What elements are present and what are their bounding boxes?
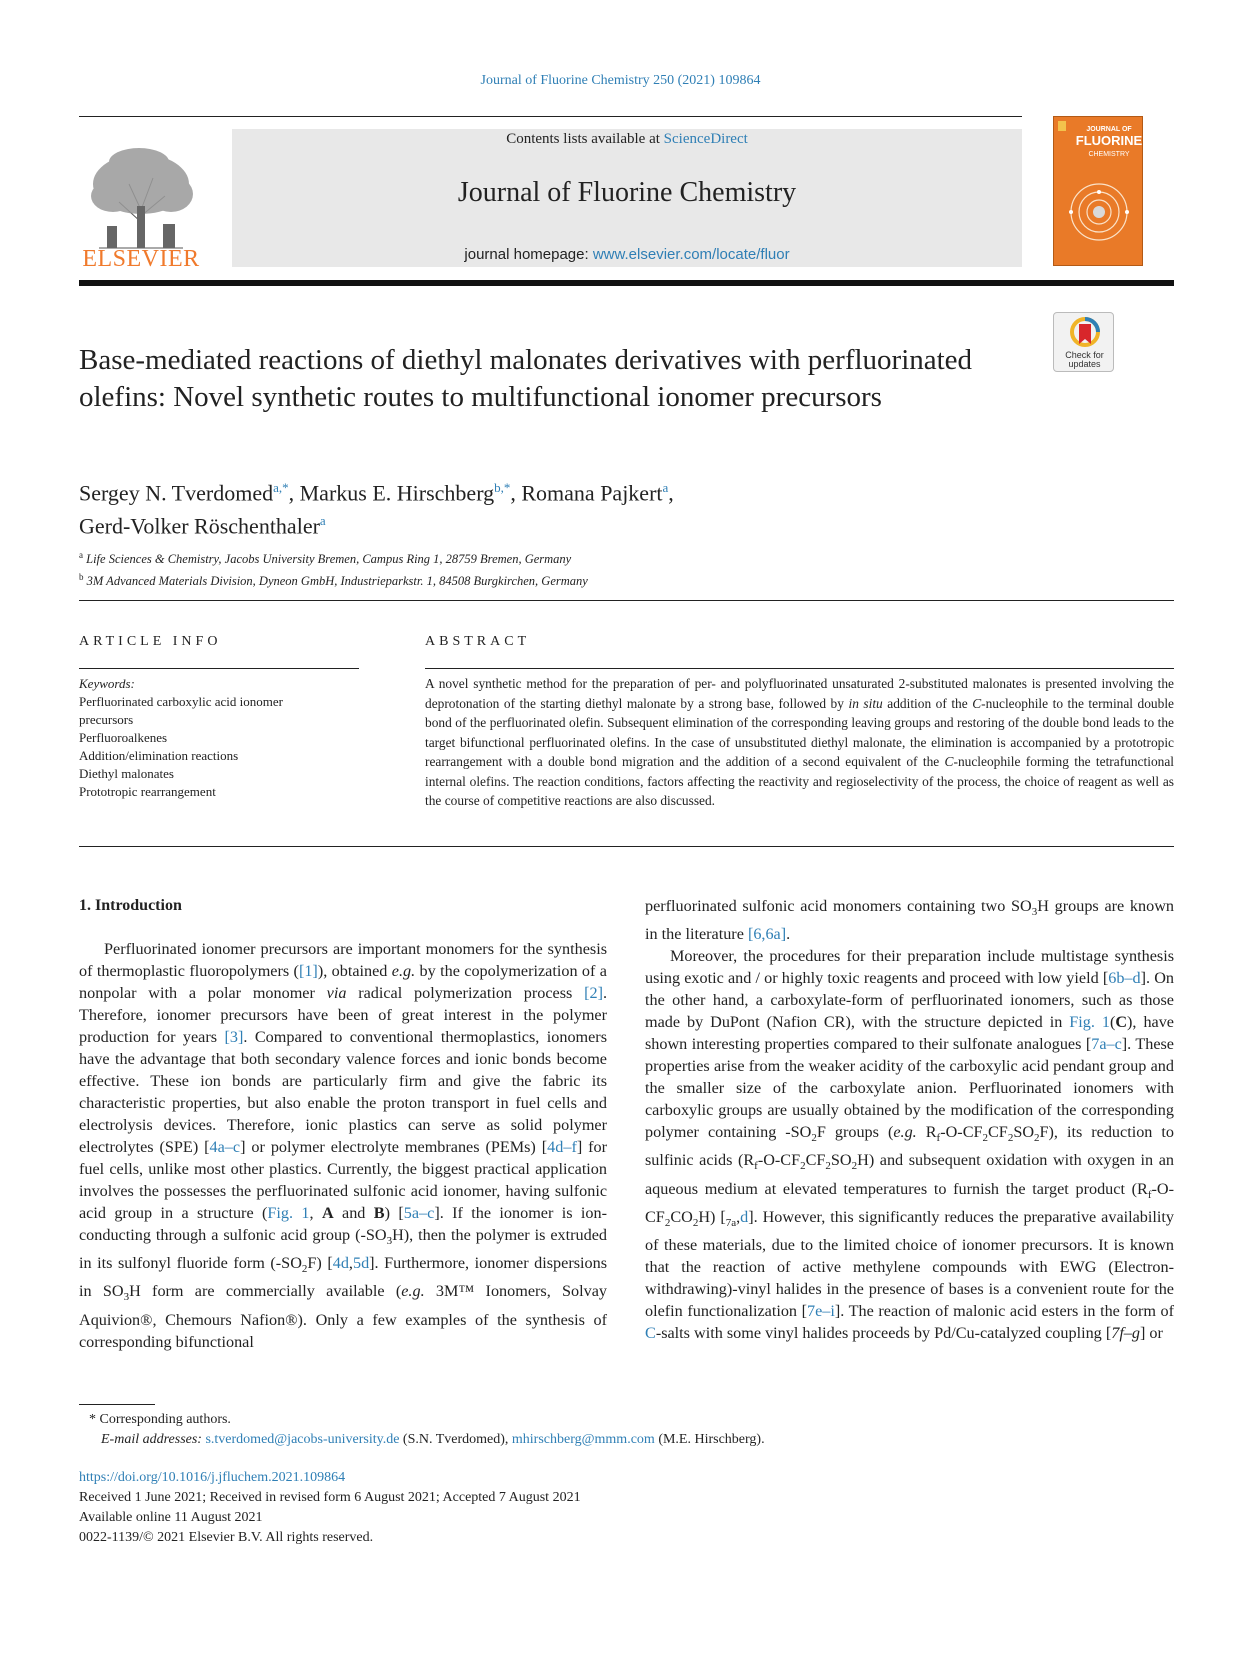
atom-nucleus	[1093, 206, 1105, 218]
subscript: 2	[825, 1160, 831, 1173]
email-owner: (M.E. Hirschberg).	[654, 1432, 765, 1447]
text-run: SO	[830, 1151, 852, 1170]
emphasis: e.g.	[391, 962, 416, 980]
check-updates-icon	[1069, 316, 1101, 350]
received-dates: Received 1 June 2021; Received in revised form 6 August 2021; Accepted 7 August 2021	[79, 1490, 581, 1505]
text-run: ] or polymer electrolyte membranes (PEMs) [	[240, 1138, 548, 1156]
text-run: H) [	[698, 1207, 726, 1226]
check-updates-line1: Check for	[1065, 350, 1104, 360]
article-info-rule	[79, 668, 359, 669]
keyword: Diethyl malonates	[79, 766, 174, 781]
cover-publisher-mark	[1058, 121, 1066, 131]
text-run: 3M™ Ionomers, Solvay Aquivion®, Chemours Nafion®). Only a few examples of the synthesis of corresponding bifunctional	[79, 1282, 607, 1351]
reference-link[interactable]: C	[645, 1324, 656, 1343]
abstract-text	[425, 674, 1174, 811]
email-label: E-mail addresses:	[101, 1432, 202, 1447]
affiliation-text: 3M Advanced Materials Division, Dyneon GmbH, Industrieparkstr. 1, 84508 Burgkirchen, Germany	[86, 574, 588, 589]
copyright: 0022-1139/© 2021 Elsevier B.V. All rights reserved.	[79, 1530, 374, 1545]
emphasis: via	[326, 984, 347, 1002]
email-link-tverdomed[interactable]: s.tverdomed@jacobs-university.de	[205, 1432, 400, 1447]
keywords-label: Keywords:	[79, 676, 135, 691]
reference-link[interactable]: 5d	[352, 1254, 370, 1273]
section-rule	[79, 846, 1174, 847]
abstract-emphasis: C	[944, 754, 954, 769]
contents-line	[232, 131, 1022, 148]
electron-dot	[1097, 190, 1101, 194]
author-name[interactable]: Markus E. Hirschberg	[299, 480, 495, 506]
affiliations	[79, 546, 979, 590]
subscript: 2	[692, 1217, 699, 1230]
keywords-list	[79, 693, 339, 801]
text-run: F) [	[307, 1254, 333, 1273]
text-run: Moreover, the procedures for their preparation include multistage synthesis using exotic and / or highly toxic reagents and proceed with low yield [	[645, 947, 1174, 988]
text-run: ), have shown interesting properties compared to their sulfonate analogues [	[645, 1013, 1174, 1054]
abstract-part: A novel synthetic method for the preparation of per- and polyfluorinated unsaturated 2-substituted malonates is presented involving the deprotonation of the starting diethyl malonate by a strong base, followed by	[425, 676, 1174, 711]
reference-link[interactable]: 5a–c	[403, 1204, 435, 1222]
text-run: H) and subsequent oxidation with oxygen in an aqueous medium at elevated temperatures to furnish the target product (R	[645, 1151, 1174, 1198]
reference-link[interactable]: d	[740, 1207, 749, 1226]
text-run: ]. The reaction of malonic acid esters in the form of	[834, 1302, 1175, 1321]
doi-link[interactable]: https://doi.org/10.1016/j.jfluchem.2021.109864	[79, 1470, 346, 1485]
text-run: H groups are known in the literature	[645, 897, 1174, 944]
email-owner: (S.N. Tverdomed),	[399, 1432, 512, 1447]
homepage-prefix: journal homepage:	[464, 246, 593, 263]
reference-link[interactable]: 7a–c	[1091, 1035, 1122, 1054]
author-separator: ,	[288, 480, 300, 506]
subscript: 2	[1034, 1132, 1040, 1145]
corresponding-note: * Corresponding authors.	[89, 1412, 231, 1427]
cover-line2: FLUORINE	[1075, 133, 1143, 148]
reference-link[interactable]: Fig. 1	[1069, 1013, 1110, 1032]
affiliation-mark: b	[79, 572, 84, 583]
section-rule	[79, 600, 1174, 601]
journal-citation[interactable]: Journal of Fluorine Chemistry 250 (2021) 109864	[480, 73, 761, 88]
abstract-emphasis: in situ	[848, 695, 883, 711]
reference-link[interactable]: Fig. 1	[267, 1204, 310, 1222]
reference-link[interactable]: 4d–f	[547, 1138, 577, 1156]
paragraph	[645, 945, 1174, 1344]
journal-name: Journal of Fluorine Chemistry	[457, 177, 797, 208]
text-run: ]. If the ionomer is ion-conducting through a sulfonic acid group (-SO	[79, 1204, 607, 1244]
emphasis: e.g.	[893, 1123, 917, 1142]
affiliation	[79, 546, 979, 568]
text-run: -O-CF	[757, 1151, 801, 1170]
text-run: . Compared to conventional thermoplastics, ionomers have the advantage that both secondary valence forces and ionic bonds become effective. These ion bonds are particularly firm and give the fabric its characteristic properties, but also enable the proton transport in fuel cells and electrolysis devices. Therefore, ionic plastics can serve as solid polymer electrolytes (SPE) [	[79, 1028, 608, 1156]
article-info-heading: ARTICLE INFO	[79, 634, 222, 649]
author-list	[79, 474, 979, 541]
text-run: ), obtained	[317, 962, 392, 980]
text-run: Perfluorinated ionomer precursors are important monomers for the synthesis of thermoplastic fluoropolymers (	[79, 940, 607, 980]
keywords-block	[79, 675, 339, 801]
text-run: ]. On the other hand, a carboxylate-form of perfluorinated ionomers, such as those made by DuPont (Nafion CR), with the structure depicted in	[645, 969, 1174, 1032]
text-run: ,	[309, 1204, 322, 1222]
text-run: SO	[1013, 1123, 1035, 1142]
reference-link[interactable]: 7e–i	[807, 1302, 835, 1321]
subscript: 3	[386, 1235, 393, 1248]
subscript: f	[754, 1160, 758, 1173]
abstract-heading: ABSTRACT	[425, 634, 531, 649]
subscript: 2	[800, 1160, 806, 1173]
affiliation-text: Life Sciences & Chemistry, Jacobs University Bremen, Campus Ring 1, 28759 Bremen, Germany	[86, 552, 572, 567]
keyword: Perfluorinated carboxylic acid ionomer precursors	[79, 694, 283, 727]
body-column-right	[645, 895, 1174, 1344]
author-affiliation-mark[interactable]: b,*	[494, 480, 511, 495]
subscript: 2	[982, 1132, 988, 1145]
bold-label: B	[373, 1204, 385, 1222]
author-affiliation-mark[interactable]: a,*	[273, 480, 289, 495]
reference-link[interactable]: 6b–d	[1108, 969, 1141, 988]
contents-prefix: Contents lists available at	[506, 131, 664, 147]
publisher-name: ELSEVIER	[82, 246, 200, 272]
journal-homepage-link[interactable]: www.elsevier.com/locate/fluor	[592, 246, 790, 263]
text-run: ] or	[1140, 1324, 1163, 1343]
bold-label: A	[321, 1204, 334, 1222]
footnote-rule	[79, 1404, 155, 1405]
homepage-line	[232, 246, 1022, 263]
subscript: 2	[811, 1132, 817, 1145]
paragraph	[645, 895, 1174, 945]
text-run: R	[916, 1123, 937, 1142]
subscript: 2	[301, 1263, 308, 1276]
reference-link[interactable]: [6,6a]	[747, 925, 787, 944]
header-thick-rule	[79, 280, 1174, 286]
electron-dot	[1125, 210, 1129, 214]
author-name[interactable]: Gerd-Volker Röschenthaler	[79, 513, 320, 539]
body-column-left	[79, 938, 607, 1353]
reference-link[interactable]: [3]	[224, 1028, 244, 1046]
text-run: (	[1109, 1013, 1116, 1032]
subscript: 2	[851, 1160, 858, 1173]
check-for-updates-button[interactable]	[1053, 312, 1114, 372]
sciencedirect-link[interactable]: ScienceDirect	[663, 131, 748, 147]
author-name[interactable]: Sergey N. Tverdomed	[79, 480, 274, 506]
text-run: ] for fuel cells, unlike most other plastics. Currently, the biggest practical application involves the possesses the perfluorinated sulfonic acid ionomer, having sulfonic acid group in a structure (	[79, 1138, 608, 1222]
reference-link[interactable]: [2]	[584, 984, 603, 1002]
text-run: .	[786, 925, 791, 944]
subscript: 3	[1031, 906, 1038, 919]
text-run: ]. However, this significantly reduces the preparative availability of these materials, due to the limited choice of ionomer precursors. It is known that the reaction of active methylene compounds with EWG (Electron-withdrawing)-vinyl halides in the presence of bases is a convenient route for the olefin functionalization [	[645, 1207, 1174, 1321]
affiliation	[79, 568, 979, 590]
paragraph	[79, 938, 607, 1353]
text-run: ,	[736, 1207, 741, 1226]
article-title: Base-mediated reactions of diethyl malonates derivatives with perfluorinated olefins: Novel synthetic routes to multifunctional ionomer precursors	[79, 344, 973, 413]
journal-header-box	[232, 129, 1022, 267]
text-run: perfluorinated sulfonic acid monomers containing two SO	[645, 897, 1032, 915]
text-run: ]. These properties arise from the weaker acidity of the carboxylic acid pendant group and the smaller size of the carboxylate anion. Perfluorinated ionomers with carboxylic groups are usually obtained by the modification of the corresponding polymer containing -SO	[645, 1035, 1174, 1142]
cover-line1: JOURNAL OF	[1086, 126, 1132, 133]
electron-dot	[1069, 210, 1073, 214]
subscript: 2	[664, 1217, 671, 1230]
email-line	[79, 1430, 1174, 1450]
keyword: Perfluoroalkenes	[79, 730, 168, 745]
abstract-part: addition of the	[882, 695, 973, 711]
subscript: 7a	[725, 1217, 737, 1230]
reference-link[interactable]: 4a–c	[209, 1138, 241, 1156]
author-name[interactable]: Romana Pajkert	[521, 480, 663, 506]
journal-cover-art	[1054, 117, 1144, 267]
emphasis: e.g.	[401, 1282, 425, 1301]
text-run: and	[333, 1204, 374, 1222]
publication-info	[79, 1468, 1174, 1548]
text-run: -O-CF	[940, 1123, 983, 1142]
text-run: ,	[348, 1254, 353, 1273]
text-run: F), its reduction to sulfinic acids (R	[645, 1123, 1174, 1170]
author-affiliation-mark[interactable]: a	[319, 513, 326, 529]
abstract-rule	[425, 668, 1174, 669]
abstract-part: -nucleophile forming the tetrafunctional internal olefins. The reaction conditions, factors affecting the reactivity and regioselectivity of the process, the choice of reagent as well as the course of competitive reactions are also discussed.	[425, 754, 1174, 808]
reference-link[interactable]: [1]	[298, 962, 318, 980]
author-separator: ,	[510, 480, 522, 506]
text-run: CF	[805, 1151, 826, 1170]
author-affiliation-mark[interactable]: a	[662, 480, 669, 495]
email-link-hirschberg[interactable]: mhirschberg@mmm.com	[511, 1432, 655, 1447]
check-updates-label	[1054, 351, 1115, 369]
text-run: H), then the polymer is extruded in its sulfonyl fluoride form (-SO	[79, 1226, 607, 1273]
text-run: CF	[988, 1123, 1008, 1142]
text-run: -O-CF	[645, 1179, 1174, 1226]
bold-label: C	[1115, 1013, 1128, 1032]
check-updates-line2: updates	[1068, 359, 1101, 369]
subscript: f	[936, 1132, 941, 1145]
text-run: by the copolymerization of a nonpolar with a polar monomer	[79, 962, 607, 1002]
keyword: Addition/elimination reactions	[79, 748, 239, 763]
text-run: ) [	[384, 1204, 404, 1222]
text-run: CO	[670, 1207, 693, 1226]
journal-cover-image[interactable]	[1053, 116, 1143, 266]
text-run: radical polymerization process	[346, 984, 585, 1002]
text-run: ]. Furthermore, ionomer dispersions in SO	[79, 1254, 607, 1301]
subscript: 2	[1007, 1132, 1014, 1145]
header-top-rule	[79, 116, 1022, 117]
text-run: H form are commercially available (	[129, 1282, 402, 1301]
text-run: -salts with some vinyl halides proceeds by Pd/Cu-catalyzed coupling [	[655, 1324, 1112, 1343]
text-run: . Therefore, ionomer precursors have been of great interest in the polymer production for years	[79, 984, 608, 1046]
author-separator: ,	[668, 480, 674, 506]
emphasis: 7f–g	[1111, 1324, 1140, 1343]
footnotes	[79, 1410, 1174, 1450]
section-heading-introduction: 1. Introduction	[79, 897, 182, 914]
reference-link[interactable]: 4d	[332, 1254, 349, 1273]
subscript: 3	[123, 1291, 130, 1304]
abstract-part: -nucleophile to the terminal double bond of the perfluorinated olefin. Subsequent elimination of the corresponding leaving groups and restoring of the double bond leads to the target bifunctional perfluorinated olefins. In the case of unsubstituted diethyl malonate, the elimination is accompanied by a prototropic rearrangement with a double bond migration and the addition of a second equivalent of the	[425, 695, 1174, 769]
keyword: Prototropic rearrangement	[79, 784, 216, 799]
online-date: Available online 11 August 2021	[79, 1510, 263, 1525]
affiliation-mark: a	[79, 550, 83, 560]
cover-line3: CHEMISTRY	[1088, 151, 1130, 158]
text-run: F groups (	[816, 1123, 894, 1142]
abstract-emphasis: C	[972, 695, 982, 711]
subscript: f	[1147, 1188, 1152, 1201]
